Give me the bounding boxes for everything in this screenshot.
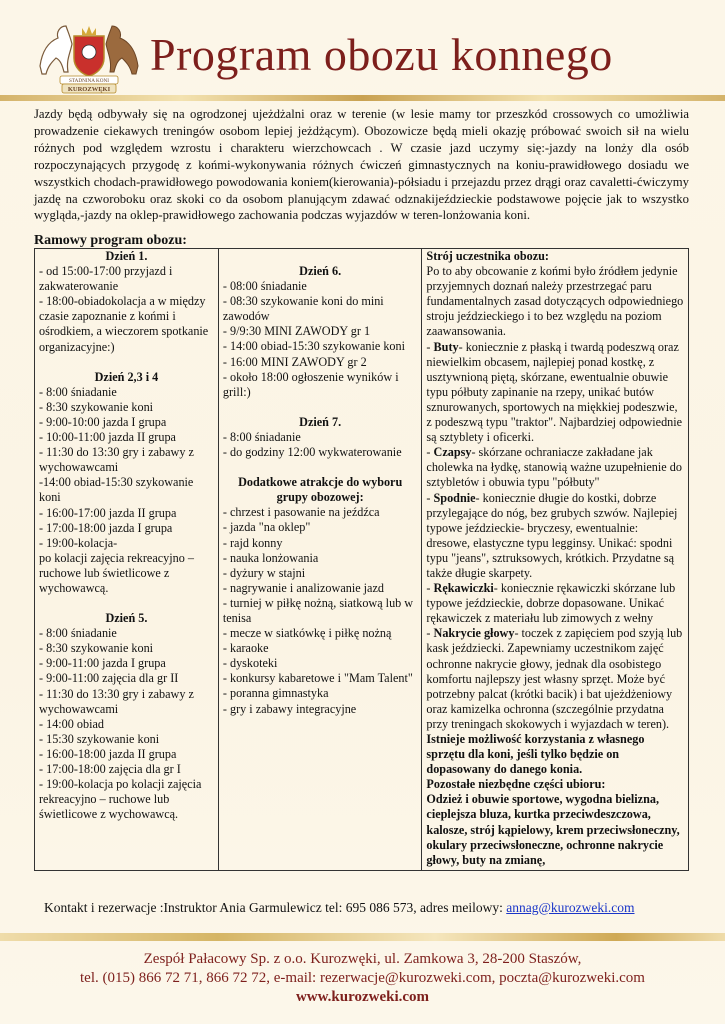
day-heading: Dzień 6. bbox=[299, 264, 342, 278]
schedule-item: - 16:00 MINI ZAWODY gr 2 bbox=[222, 354, 367, 369]
spacer bbox=[223, 460, 418, 475]
spacer bbox=[223, 249, 418, 264]
schedule-item: - 08:30 szykowanie koni do mini zawodów bbox=[222, 294, 384, 324]
attire-intro: Po to aby obcowanie z końmi było źródłem jedynie przyjemnych doznań należy przestrzegać paru fundamentalnych zasad dotyczących odpowiedniego stroju jeździeckiego i to bez względu na poziom zaawansowania. bbox=[426, 264, 684, 339]
attire-item-text: - koniecznie rękawiczki skórzane lub typowe jeździeckie, dobrze dopasowane. Unikać rękawiczek z materiału lub zimowych z wełny bbox=[426, 581, 676, 626]
schedule-item: - 9/9:30 MINI ZAWODY gr 1 bbox=[222, 324, 371, 339]
attire-item-text: - toczek z zapięciem pod szyją lub kask jeździecki. Zapewniamy uczestnikom zajęć ochronne nakrycie głowy, jednak dla osobistego komfortu najlepszy jest własny sprzęt. Może być potrzebny palcat (krótki bacik) i bat ujeżdżeniowy oraz kamizelka ochronna (szczególnie przydatna przy treningach skokowych i wyjazdach w teren). bbox=[426, 626, 683, 731]
schedule-item: - 8:00 śniadanie bbox=[39, 384, 117, 399]
footer bbox=[0, 950, 725, 1007]
schedule-item: - gry i zabawy integracyjne bbox=[222, 701, 357, 716]
contact-text: Kontakt i rezerwacje :Instruktor Ania Garmulewicz tel: 695 086 573, adres meilowy: bbox=[44, 900, 507, 915]
day-heading: Dzień 5. bbox=[105, 611, 148, 626]
attire-item-text: - skórzane ochraniacze zakładane jak cholewka na łydkę, stanowią ważne uzupełnienie do sztybletów i obuwia typu "półbuty" bbox=[426, 445, 682, 490]
attire-item-text: - koniecznie z płaską i twardą podeszwą oraz niewielkim obcasem, najlepiej ponad kostkę, z usztywnioną piętą, skórzane, ewentualnie obuwie typu półbuty zapinanie na rzepy, unikać butów sznurowanych, sportowych na miękkiej podeszwie, z podeszwą typu "traktor". Najbardziej odpowiednie są sztyblety i oficerki. bbox=[426, 339, 683, 445]
schedule-item: - 10:00-11:00 jazda II grupa bbox=[39, 430, 176, 445]
footer-address: Zespół Pałacowy Sp. z o.o. Kurozwęki, ul. Zamkowa 3, 28-200 Staszów, bbox=[143, 951, 582, 967]
schedule-item: - 11:30 do 13:30 gry i zabawy z wychowawcami bbox=[39, 445, 194, 475]
footer-phones-emails: tel. (015) 866 72 71, 866 72 72, e-mail: rezerwacje@kurozweki.com, poczta@kurozweki.com bbox=[80, 970, 645, 986]
schedule-item: - 19:00-kolacja- bbox=[39, 535, 118, 550]
schedule-item: - 14:00 obiad-15:30 szykowanie koni bbox=[222, 339, 405, 354]
attire-item: - Buty- koniecznie z płaską i twardą podeszwą oraz niewielkim obcasem, najlepiej ponad kostkę, z usztywnioną piętą, skórzane, ewentualnie obuwie typu półbuty zapinanie na rzepy, unikać butów sznurowanych, sportowych na miękkiej podeszwie, z podeszwą typu "traktor". Najbardziej odpowiednie są sztyblety i oficerki. bbox=[426, 339, 683, 445]
schedule-item: - 8:30 szykowanie koni bbox=[39, 641, 154, 656]
spacer bbox=[39, 596, 214, 611]
schedule-item: - 9:00-10:00 jazda I grupa bbox=[39, 414, 167, 429]
schedule-item: - 14:00 obiad bbox=[39, 716, 104, 731]
spacer bbox=[223, 400, 418, 415]
attire-items bbox=[426, 340, 684, 732]
schedule-column-days-1-5 bbox=[35, 249, 219, 871]
schedule-item: - 08:00 śniadanie bbox=[222, 279, 307, 294]
logo-text-kurozweki: KUROZWĘKI bbox=[67, 86, 111, 93]
contact-email-link[interactable]: annag@kurozweki.com bbox=[506, 900, 635, 915]
schedule-item: - jazda "na oklep" bbox=[222, 520, 311, 535]
attire-other-list: Odzież i obuwie sportowe, wygodna bielizna, cieplejsza bluza, kurtka przeciwdeszczowa, kalosze, strój kąpielowy, krem przeciwsłoneczny, okulary przeciwsłoneczne, ochronne nakrycie głowy, buty na zmianę, bbox=[426, 792, 680, 867]
schedule-item: - 18:00-obiadokolacja a w między czasie zapoznanie z końmi i ośrodkiem, a wieczorem spotkanie organizacyjne:) bbox=[39, 294, 209, 354]
attire-item: - Czapsy- skórzane ochraniacze zakładane jak cholewka na łydkę, stanowią ważne uzupełnienie do sztybletów i obuwia typu "półbuty" bbox=[426, 445, 682, 490]
schedule-item: - od 15:00-17:00 przyjazd i zakwaterowanie bbox=[39, 264, 173, 294]
schedule-item: - poranna gimnastyka bbox=[222, 686, 329, 701]
schedule-item: - 16:00-17:00 jazda II grupa bbox=[39, 505, 177, 520]
schedule-item: - 9:00-11:00 jazda I grupa bbox=[39, 656, 166, 671]
program-table bbox=[34, 248, 689, 871]
schedule-item: - 17:00-18:00 zajęcia dla gr I bbox=[39, 762, 181, 776]
attire-other-heading: Pozostałe niezbędne części ubioru: bbox=[426, 777, 606, 792]
schedule-item: - 9:00-11:00 zajęcia dla gr II bbox=[39, 671, 179, 686]
schedule-item: - 19:00-kolacja po kolacji zajęcia rekreacyjno – ruchowe lub świetlicowe z wychowawcą. bbox=[39, 777, 202, 822]
day-heading: Dzień 2,3 i 4 bbox=[94, 369, 159, 384]
contact-line bbox=[44, 900, 635, 916]
crown-icon bbox=[82, 26, 96, 35]
stadnina-logo bbox=[34, 14, 144, 94]
page-title: Program obozu konnego bbox=[150, 29, 613, 80]
schedule-item: - około 18:00 ogłoszenie wyników i grill:) bbox=[222, 369, 399, 399]
attire-item: - Rękawiczki- koniecznie rękawiczki skórzane lub typowe jeździeckie, dobrze dopasowane. Unikać rękawiczek z materiału lub zimowych z wełny bbox=[426, 581, 676, 626]
intro-paragraph: Jazdy będą odbywały się na ogrodzonej ujeżdżalni oraz w terenie (w lesie mamy tor przeszkód crossowych co umożliwia prowadzenie ciekawych treningów osobom lepiej jeżdżącym). Obozowicze będą mieli okazję próbować swoich sił na wielu różnych pod względem wzrostu i charakteru wierzchowcach . W czasie jazd uczymy się:-jazdy na lonży dla osób rozpoczynających przygodę z końmi-wykonywania różnych ćwiczeń gimnastycznych na koniu-prawidłowego dosiadu we wszystkich chodach-prawidłowego powodowania koniem(kierowania)-półsiadu i przejazdu przez drągi oraz cavaletti-ćwiczymy jazdę na czworoboku oraz skoki co da osobom planującym zdawać odznakijeździeckie podstawowe pojęcie jak to wszystko wygląda,-jazdy na oklep-prawidłowego zachowania podczas wyjazdów w teren-lonżowania koni. bbox=[34, 107, 689, 223]
schedule-item: - dyżury w stajni bbox=[222, 565, 306, 580]
schedule-item: - rajd konny bbox=[222, 535, 283, 550]
attire-item-label: Spodnie bbox=[433, 490, 476, 505]
schedule-item: - 11:30 do 13:30 gry i zabawy z wychowawcami bbox=[39, 686, 194, 716]
logo-text-stadnina: STADNINA KONI bbox=[68, 78, 110, 84]
attire-item: - Spodnie- koniecznie długie do kostki, dobrze przylegające do nóg, bez grubych szwów. Najlepiej typowe jeździeckie- bryczesy, ewentualnie: dresowe, elastyczne typu legginsy. Unikać: spodni typu "jeans", sztruksowych, krótkich. Przydatne są także długie skarpety. bbox=[426, 490, 678, 580]
program-title: Ramowy program obozu: bbox=[34, 233, 187, 248]
schedule-item: - nagrywanie i analizowanie jazd bbox=[222, 580, 384, 595]
schedule-item: - do godziny 12:00 wykwaterowanie bbox=[222, 445, 402, 460]
day-heading: Dzień 1. bbox=[105, 249, 148, 263]
day-heading: Dzień 7. bbox=[299, 414, 342, 429]
schedule-item: - 8:30 szykowanie koni bbox=[39, 399, 154, 414]
footer-divider bbox=[0, 933, 725, 941]
attire-own-equipment: Istnieje możliwość korzystania z własnego sprzętu dla koni, jeśli tylko będzie on dopasowany do danego konia. bbox=[426, 732, 645, 777]
horse-left-icon bbox=[40, 26, 72, 74]
schedule-item: - dyskoteki bbox=[222, 656, 278, 671]
header-divider bbox=[0, 95, 725, 101]
attire-item-label: Buty bbox=[433, 339, 459, 354]
spacer bbox=[39, 355, 214, 370]
schedule-item: - 8:00 śniadanie bbox=[222, 429, 301, 444]
attire-item-text: - koniecznie długie do kostki, dobrze przylegające do nóg, bez grubych szwów. Najlepiej typowe jeździeckie- bryczesy, ewentualnie: dresowe, elastyczne typu legginsy. Unikać: spodni typu "jeans", sztruksowych, krótkich. Przydatne są także długie skarpety. bbox=[426, 490, 678, 580]
schedule-item: - 8:00 śniadanie bbox=[39, 626, 117, 641]
schedule-item: - nauka lonżowania bbox=[222, 550, 319, 565]
attire-item-label: Rękawiczki bbox=[433, 581, 494, 596]
schedule-item: po kolacji zajęcia rekreacyjno – ruchowe lub świetlicowe z wychowawcą. bbox=[39, 550, 194, 595]
schedule-item: - chrzest i pasowanie na jeźdźca bbox=[222, 505, 380, 520]
schedule-item: - 15:30 szykowanie koni bbox=[39, 731, 160, 746]
horse-right-icon bbox=[106, 26, 138, 74]
attire-item-label: Czapsy bbox=[433, 445, 472, 460]
attire-heading: Strój uczestnika obozu: bbox=[426, 249, 549, 263]
schedule-item: - karaoke bbox=[222, 641, 269, 656]
attire-column bbox=[422, 249, 689, 871]
footer-website: www.kurozweki.com bbox=[295, 989, 430, 1005]
attire-item-label: Nakrycie głowy bbox=[433, 626, 515, 641]
day-heading: Dodatkowe atrakcje do wyboru grupy obozowej: bbox=[238, 475, 403, 505]
schedule-item: - 17:00-18:00 jazda I grupa bbox=[39, 520, 173, 535]
schedule-item: - turniej w piłkę nożną, siatkową lub w tenisa bbox=[222, 595, 414, 625]
schedule-item: - mecze w siatkówkę i piłkę nożną bbox=[222, 626, 392, 641]
schedule-item: -14:00 obiad-15:30 szykowanie koni bbox=[39, 475, 194, 505]
attire-item: - Nakrycie głowy- toczek z zapięciem pod szyją lub kask jeździecki. Zapewniamy uczestnikom zajęć ochronne nakrycie głowy, jednak dla osobistego komfortu najlepszy jest własny sprzęt. Może być potrzebny palcat (krótki bacik) i bat ujeżdżeniowy oraz kamizelka ochronna (szczególnie przydatna przy treningach skokowych i wyjazdach w teren). bbox=[426, 626, 683, 731]
schedule-item: - 16:00-18:00 jazda II grupa bbox=[39, 746, 177, 761]
schedule-item: - konkursy kabaretowe i "Mam Talent" bbox=[222, 671, 413, 686]
schedule-column-days-6-7 bbox=[218, 249, 422, 871]
